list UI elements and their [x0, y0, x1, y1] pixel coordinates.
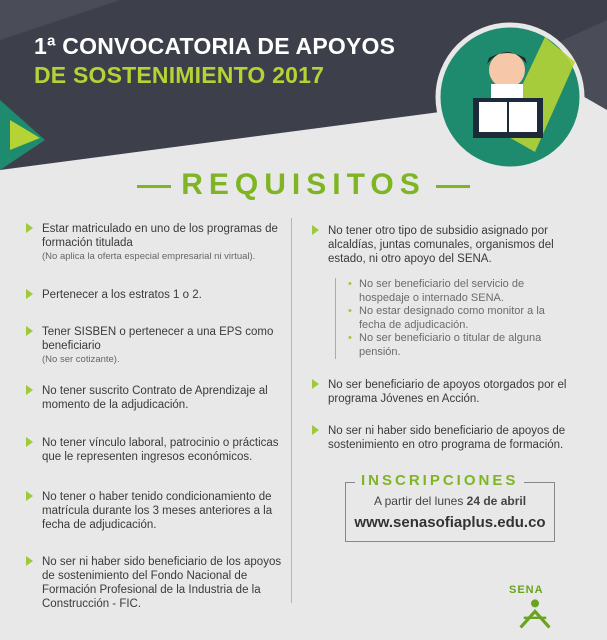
bullet-arrow-icon [312, 425, 319, 435]
inscriptions-box [345, 472, 555, 542]
bullet-arrow-icon [26, 223, 33, 233]
title-line-2: DE SOSTENIMIENTO 2017 [34, 62, 325, 88]
column-divider [291, 218, 292, 603]
list-item: No tener o haber tenido condicionamiento de matrícula durante los 3 meses anteriores a la fecha de adjudicación. [26, 490, 292, 532]
list-item: No tener otro tipo de subsidio asignado por alcaldías, juntas comunales, organismos del estado, ni otro apoyo del SENA. [312, 224, 573, 266]
list-item: Pertenecer a los estratos 1 o 2. [26, 288, 292, 302]
bullet-dot-icon: • [348, 305, 352, 317]
page-title [34, 32, 395, 90]
bullet-arrow-icon [26, 556, 33, 566]
list-item: No ser ni haber sido beneficiario de apoyos de sostenimiento en otro programa de formación. [312, 424, 573, 452]
list-item: Estar matriculado en uno de los programas de formación titulada (No aplica la oferta especial empresarial ni virtual). [26, 222, 292, 264]
inscriptions-date: A partir del lunes 24 de abril [373, 494, 527, 508]
bullet-arrow-icon [26, 326, 33, 336]
registration-link[interactable]: www.senasofiaplus.edu.co [354, 514, 546, 531]
title-rule-left [137, 185, 171, 188]
bullet-arrow-icon [26, 289, 33, 299]
list-item: No tener vínculo laboral, patrocinio o prácticas que le representen ingresos económicos. [26, 436, 292, 464]
bullet-dot-icon: • [348, 332, 352, 344]
list-item: No tener suscrito Contrato de Aprendizaje al momento de la adjudicación. [26, 384, 292, 412]
title-rule-right [436, 185, 470, 188]
list-item: No ser ni haber sido beneficiario de los apoyos de sostenimiento del Fondo Nacional de Formación Profesional de la Industria de la Construcción - FIC. [26, 555, 292, 611]
section-title: REQUISITOS [0, 168, 607, 202]
sub-requirements [335, 278, 553, 359]
bullet-arrow-icon [26, 385, 33, 395]
bullet-arrow-icon [312, 225, 319, 235]
sub-list-item: • No ser beneficiario del servicio de hospedaje o internado SENA. [348, 278, 525, 304]
student-reading-icon [425, 12, 595, 182]
sub-list-item: • No estar designado como monitor a la fecha de adjudicación. [348, 305, 545, 331]
sub-list-item: • No ser beneficiario o titular de alguna pensión. [348, 332, 542, 358]
list-item: No ser beneficiario de apoyos otorgados por el programa Jóvenes en Acción. [312, 378, 573, 406]
sena-logo-text: SENA [509, 584, 544, 596]
sena-logo-icon [505, 597, 565, 637]
list-item: Tener SISBEN o pertenecer a una EPS como beneficiario (No ser cotizante). [26, 325, 292, 367]
title-line-1: 1ª CONVOCATORIA DE APOYOS [34, 33, 396, 59]
bullet-dot-icon: • [348, 278, 352, 290]
bullet-arrow-icon [26, 437, 33, 447]
inscriptions-frame [345, 482, 555, 542]
bullet-arrow-icon [26, 491, 33, 501]
bullet-arrow-icon [312, 379, 319, 389]
inscriptions-heading: INSCRIPCIONES [355, 472, 524, 489]
